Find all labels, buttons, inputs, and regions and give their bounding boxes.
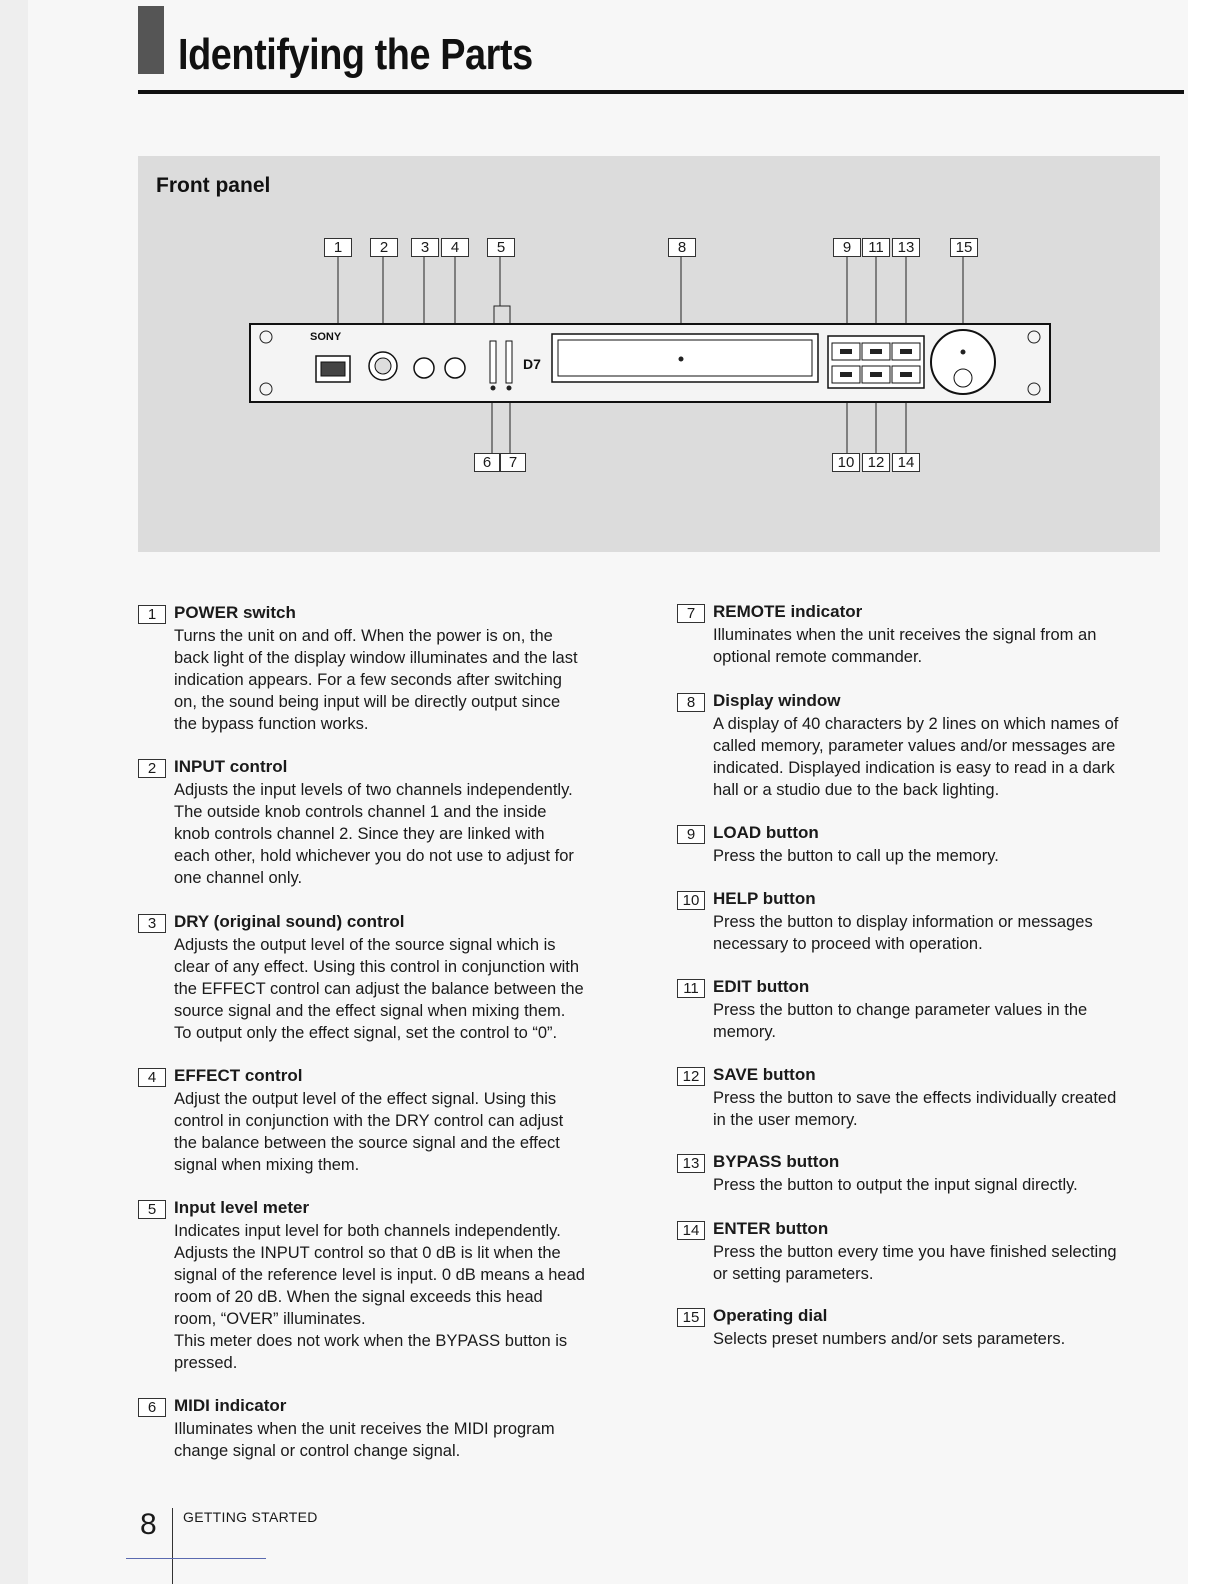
callout-14: 14 (892, 453, 920, 472)
item-number: 8 (677, 693, 705, 712)
callout-5: 5 (487, 238, 515, 257)
callout-15: 15 (950, 238, 978, 257)
level-meter-right (506, 341, 512, 383)
item-number: 6 (138, 1398, 166, 1417)
item-number: 7 (677, 604, 705, 623)
item-title: POWER switch (174, 603, 296, 622)
item-title: Input level meter (174, 1198, 310, 1217)
dry-knob (414, 358, 434, 378)
callout-10: 10 (832, 453, 860, 472)
item-number: 12 (677, 1067, 705, 1086)
page-title: Identifying the Parts (178, 30, 533, 79)
item-dry-control (138, 911, 628, 1044)
brand-logo: SONY (310, 331, 342, 343)
item-number: 11 (677, 979, 705, 998)
item-display-window (677, 690, 1167, 801)
item-number: 1 (138, 605, 166, 624)
item-power-switch (138, 602, 628, 735)
dial-finger-hole (954, 369, 972, 387)
model-label: D7 (523, 356, 541, 372)
item-number: 13 (677, 1154, 705, 1173)
item-description: Press the button to save the effects individually created in the user memory. (713, 1089, 1117, 1129)
item-bypass-button (677, 1151, 1167, 1196)
item-description: A display of 40 characters by 2 lines on which names of called memory, parameter values and/or messages are indicated. Displayed indication is easy to read in a dark hall or a studio due to the back lighting. (713, 715, 1119, 799)
item-description: Press the button to call up the memory. (713, 847, 999, 865)
item-title: Display window (713, 691, 841, 710)
item-description: Press the button to output the input signal directly. (713, 1176, 1078, 1194)
display-marker (679, 357, 684, 362)
footer-rule (126, 1558, 266, 1559)
front-panel-diagram (138, 156, 1160, 552)
footer-divider (172, 1508, 173, 1584)
item-title: Operating dial (713, 1306, 828, 1325)
item-title: INPUT control (174, 757, 288, 776)
item-number: 15 (677, 1308, 705, 1327)
item-number: 2 (138, 759, 166, 778)
item-enter-button (677, 1218, 1167, 1285)
item-load-button (677, 822, 1167, 867)
item-description: Selects preset numbers and/or sets parameters. (713, 1330, 1066, 1348)
item-description: Adjust the output level of the effect signal. Using this control in conjunction with the DRY control can adjust the balance between the source signal and the effect signal when mixing them. (174, 1090, 564, 1174)
item-operating-dial (677, 1305, 1167, 1350)
item-edit-button (677, 976, 1167, 1043)
callout-7: 7 (500, 453, 526, 472)
callout-13: 13 (892, 238, 920, 257)
item-title: REMOTE indicator (713, 602, 863, 621)
callout-12: 12 (862, 453, 890, 472)
item-number: 9 (677, 825, 705, 844)
item-title: EFFECT control (174, 1066, 303, 1085)
item-number: 14 (677, 1221, 705, 1240)
item-description: Adjusts the input levels of two channels independently. The outside knob controls channel 1 and the inside knob controls channel 2. Since they are linked with each other, hold whichever you do not use to adjust for one channel only. (174, 781, 574, 887)
figure-title: Front panel (156, 174, 271, 197)
item-number: 5 (138, 1200, 166, 1219)
item-save-button (677, 1064, 1167, 1131)
item-number: 4 (138, 1068, 166, 1087)
page-number: 8 (140, 1508, 157, 1541)
callout-4: 4 (441, 238, 469, 257)
item-number: 10 (677, 891, 705, 910)
title-accent-bar (138, 6, 164, 74)
midi-led (491, 386, 496, 391)
title-rule (138, 90, 1184, 94)
item-remote-indicator (677, 601, 1167, 668)
callout-6: 6 (474, 453, 500, 472)
remote-led (507, 386, 512, 391)
item-description: Adjusts the output level of the source signal which is clear of any effect. Using this control in conjunction with the EFFECT control can adjust the balance between the source signal and the effect signal when mixing them. To output only the effect signal, set the control to “0”. (174, 936, 584, 1042)
callout-11: 11 (862, 238, 890, 257)
item-title: DRY (original sound) control (174, 912, 405, 931)
leader-line-5 (494, 256, 510, 324)
item-input-control (138, 756, 628, 889)
item-title: LOAD button (713, 823, 819, 842)
item-description: Press the button every time you have finished selecting or setting parameters. (713, 1243, 1117, 1283)
effect-knob (445, 358, 465, 378)
item-title: SAVE button (713, 1065, 816, 1084)
item-number: 3 (138, 914, 166, 933)
page-edge-shade (0, 0, 28, 1584)
item-description: Press the button to display information or messages necessary to proceed with operation. (713, 913, 1093, 953)
callout-3: 3 (411, 238, 439, 257)
item-title: BYPASS button (713, 1152, 840, 1171)
level-meter-left (490, 341, 496, 383)
display-window (552, 334, 818, 382)
item-title: ENTER button (713, 1219, 829, 1238)
item-title: MIDI indicator (174, 1396, 287, 1415)
power-switch-face (321, 362, 345, 376)
item-title: EDIT button (713, 977, 810, 996)
section-label: GETTING STARTED (183, 1509, 318, 1525)
item-midi-indicator (138, 1395, 628, 1462)
item-description: Indicates input level for both channels independently. Adjusts the INPUT control so that 0 dB is lit when the signal of the reference level is input. 0 dB means a head room of 20 dB. When the signal exceeds this head room, “OVER” illuminates. This meter does not work when the BYPASS button is pressed. (174, 1222, 585, 1372)
item-description: Illuminates when the unit receives the signal from an optional remote commander. (713, 626, 1097, 666)
item-effect-control (138, 1065, 628, 1176)
item-description: Turns the unit on and off. When the power is on, the back light of the display window illuminates and the last indication appears. For a few seconds after switching on, the sound being input will be directly output since the bypass function works. (174, 627, 578, 733)
item-title: HELP button (713, 889, 816, 908)
item-description: Press the button to change parameter values in the memory. (713, 1001, 1088, 1041)
item-help-button (677, 888, 1167, 955)
input-knob-inner (375, 358, 391, 374)
item-description: Illuminates when the unit receives the MIDI program change signal or control change signal. (174, 1420, 555, 1460)
dial-marker (961, 350, 966, 355)
item-input-level-meter (138, 1197, 628, 1374)
callout-8: 8 (668, 238, 696, 257)
callout-9: 9 (833, 238, 861, 257)
callout-1: 1 (324, 238, 352, 257)
front-panel-figure (138, 156, 1160, 552)
callout-2: 2 (370, 238, 398, 257)
